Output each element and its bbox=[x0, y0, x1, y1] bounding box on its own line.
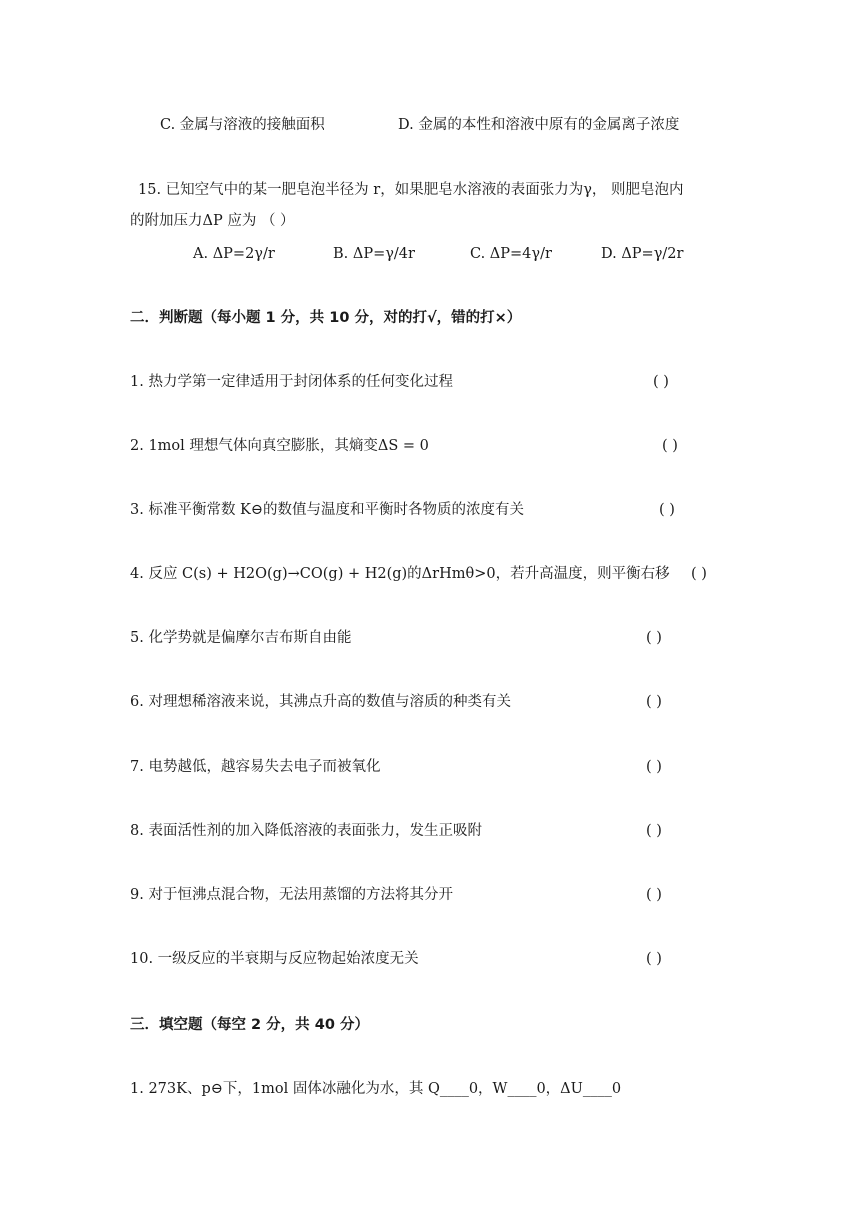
judge-item-1: 1. 热力学第一定律适用于封闭体系的任何变化过程 bbox=[130, 374, 453, 390]
judge-item-4: 4. 反应 C(s) + H2O(g)→CO(g) + H2(g)的ΔrHmθ>0，若升高温度，则平衡右移 bbox=[130, 566, 670, 582]
answer-paren-10[interactable]: ( ) bbox=[646, 951, 662, 967]
answer-paren-2[interactable]: ( ) bbox=[662, 438, 678, 454]
judge-item-5: 5. 化学势就是偏摩尔吉布斯自由能 bbox=[130, 630, 352, 646]
q15-option-d: D. ΔP=γ/2r bbox=[601, 246, 684, 262]
judge-item-9: 9. 对于恒沸点混合物，无法用蒸馏的方法将其分开 bbox=[130, 887, 453, 903]
answer-paren-3[interactable]: ( ) bbox=[659, 502, 675, 518]
q15-option-a: A. ΔP=2γ/r bbox=[193, 246, 275, 262]
q15-line-2: 的附加压力ΔP 应为 （ ） bbox=[130, 213, 295, 229]
answer-paren-7[interactable]: ( ) bbox=[646, 759, 662, 775]
judge-item-7: 7. 电势越低，越容易失去电子而被氧化 bbox=[130, 759, 381, 775]
answer-paren-9[interactable]: ( ) bbox=[646, 887, 662, 903]
answer-paren-8[interactable]: ( ) bbox=[646, 823, 662, 839]
judge-item-2: 2. 1mol 理想气体向真空膨胀，其熵变ΔS = 0 bbox=[130, 438, 429, 454]
q14-option-d: D. 金属的本性和溶液中原有的金属离子浓度 bbox=[398, 117, 680, 133]
q15-option-b: B. ΔP=γ/4r bbox=[333, 246, 415, 262]
judge-item-3: 3. 标准平衡常数 K⊖的数值与温度和平衡时各物质的浓度有关 bbox=[130, 502, 525, 518]
answer-paren-4[interactable]: ( ) bbox=[691, 566, 707, 582]
q15-line-1: 15. 已知空气中的某一肥皂泡半径为 r，如果肥皂水溶液的表面张力为γ， 则肥皂泡内 bbox=[138, 182, 684, 198]
section-3-title: 三．填空题（每空 2 分，共 40 分） bbox=[130, 1017, 369, 1033]
judge-item-8: 8. 表面活性剂的加入降低溶液的表面张力，发生正吸附 bbox=[130, 823, 482, 839]
section-2-title: 二．判断题（每小题 1 分，共 10 分，对的打√，错的打×） bbox=[130, 310, 522, 326]
q15-option-c: C. ΔP=4γ/r bbox=[470, 246, 552, 262]
judge-item-10: 10. 一级反应的半衰期与反应物起始浓度无关 bbox=[130, 951, 419, 967]
answer-paren-5[interactable]: ( ) bbox=[646, 630, 662, 646]
answer-paren-1[interactable]: ( ) bbox=[653, 374, 669, 390]
answer-paren-6[interactable]: ( ) bbox=[646, 694, 662, 710]
judge-item-6: 6. 对理想稀溶液来说，其沸点升高的数值与溶质的种类有关 bbox=[130, 694, 511, 710]
fill-item-1: 1. 273K、p⊖下，1mol 固体冰融化为水，其 Q____0，W____0，ΔU____0 bbox=[130, 1081, 622, 1097]
q14-option-c: C. 金属与溶液的接触面积 bbox=[160, 117, 325, 133]
